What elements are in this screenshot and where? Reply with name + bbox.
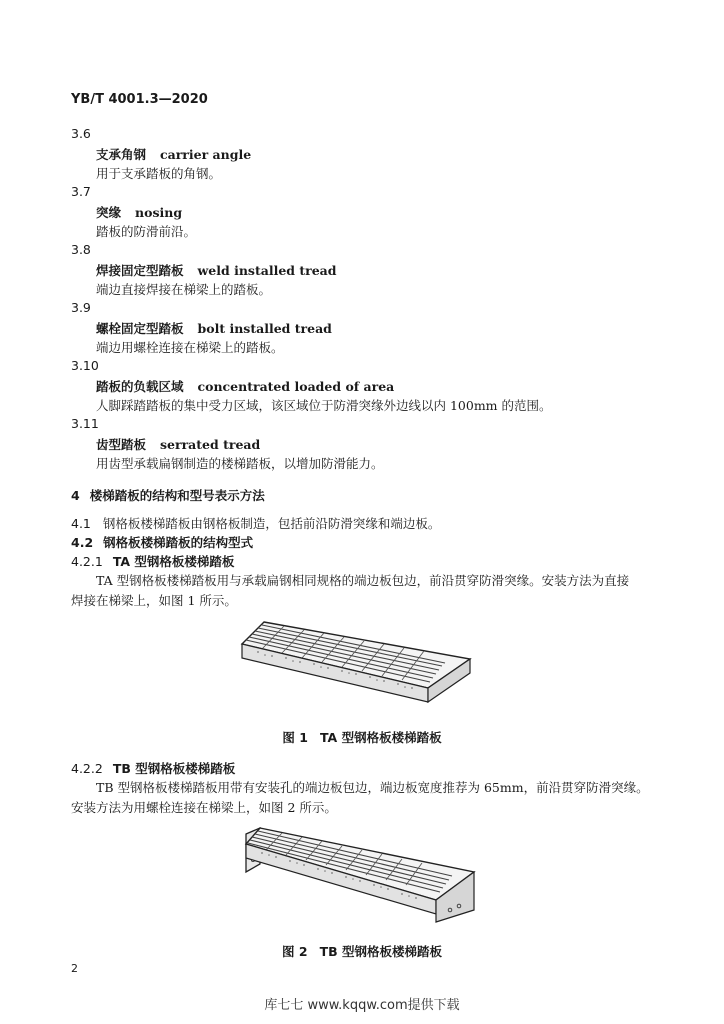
figure-2-caption bbox=[0, 942, 724, 960]
clause-number: 4.2 bbox=[71, 535, 94, 550]
term-zh: 齿型踏板 bbox=[96, 437, 147, 452]
section-title: 楼梯踏板的结构和型号表示方法 bbox=[89, 488, 265, 503]
section-heading bbox=[71, 486, 265, 504]
term-en: carrier angle bbox=[160, 147, 252, 162]
ta-tread-figure bbox=[238, 614, 488, 706]
term-en: bolt installed tread bbox=[197, 321, 332, 336]
term-en: nosing bbox=[135, 205, 183, 220]
paragraph-line: TB 型钢格板楼梯踏板用带有安装孔的端边板包边，端边板宽度推荐为 65mm，前沿贯穿防滑突缘。 bbox=[96, 780, 649, 795]
clause-number: 4.2.1 bbox=[71, 554, 103, 569]
term-definition: 用于支承踏板的角钢。 bbox=[96, 166, 222, 181]
download-footer: 库七七 www.kqqw.com提供下载 bbox=[264, 998, 460, 1013]
paragraph-line: TA 型钢格板楼梯踏板用与承载扁钢相同规格的端边板包边，前沿贯穿防滑突缘。安装方法为直接 bbox=[96, 573, 630, 588]
clause-text: 钢格板楼梯踏板由钢格板制造，包括前沿防滑突缘和端边板。 bbox=[102, 516, 441, 531]
term-zh: 支承角钢 bbox=[96, 147, 147, 162]
clause-4-2-heading bbox=[71, 533, 253, 551]
term-heading bbox=[96, 145, 251, 163]
term-number: 3.7 bbox=[71, 184, 91, 199]
clause-4-2-1-heading bbox=[71, 552, 234, 570]
term-number: 3.6 bbox=[71, 126, 91, 141]
document-code: YB/T 4001.3—2020 bbox=[71, 92, 208, 107]
term-number: 3.9 bbox=[71, 300, 91, 315]
term-zh: 螺栓固定型踏板 bbox=[96, 321, 184, 336]
figure-title: TB 型钢格板楼梯踏板 bbox=[319, 944, 442, 959]
tb-tread-figure bbox=[238, 822, 488, 926]
term-zh: 焊接固定型踏板 bbox=[96, 263, 184, 278]
term-zh: 突缘 bbox=[96, 205, 122, 220]
clause-title: TB 型钢格板楼梯踏板 bbox=[112, 761, 236, 776]
term-en: weld installed tread bbox=[197, 263, 337, 278]
paragraph-line: 焊接在梯梁上，如图 1 所示。 bbox=[71, 593, 237, 608]
term-number: 3.11 bbox=[71, 416, 99, 431]
term-en: concentrated loaded of area bbox=[197, 379, 395, 394]
term-definition: 人脚踩踏踏板的集中受力区域，该区域位于防滑突缘外边线以内 100mm 的范围。 bbox=[96, 398, 552, 413]
term-heading bbox=[96, 377, 394, 395]
term-number: 3.10 bbox=[71, 358, 99, 373]
term-heading bbox=[96, 203, 182, 221]
figure-1-caption bbox=[0, 728, 724, 746]
figure-title: TA 型钢格板楼梯踏板 bbox=[319, 730, 442, 745]
term-number: 3.8 bbox=[71, 242, 91, 257]
term-definition: 踏板的防滑前沿。 bbox=[96, 224, 197, 239]
term-heading bbox=[96, 319, 332, 337]
paragraph-line: 安装方法为用螺栓连接在梯梁上，如图 2 所示。 bbox=[71, 800, 337, 815]
term-en: serrated tread bbox=[160, 437, 261, 452]
page-number: 2 bbox=[71, 962, 78, 975]
figure-number: 图 1 bbox=[282, 730, 308, 745]
term-heading bbox=[96, 435, 260, 453]
clause-number: 4.2.2 bbox=[71, 761, 103, 776]
term-definition: 端边直接焊接在梯梁上的踏板。 bbox=[96, 282, 272, 297]
clause-title: TA 型钢格板楼梯踏板 bbox=[112, 554, 235, 569]
clause-4-2-2-heading bbox=[71, 759, 235, 777]
term-zh: 踏板的负载区域 bbox=[96, 379, 184, 394]
clause-title: 钢格板楼梯踏板的结构型式 bbox=[103, 535, 254, 550]
clause-number: 4.1 bbox=[71, 516, 91, 531]
section-number: 4 bbox=[71, 488, 80, 503]
term-heading bbox=[96, 261, 337, 279]
term-definition: 端边用螺栓连接在梯梁上的踏板。 bbox=[96, 340, 284, 355]
figure-number: 图 2 bbox=[282, 944, 308, 959]
term-definition: 用齿型承载扁钢制造的楼梯踏板，以增加防滑能力。 bbox=[96, 456, 384, 471]
clause-4-1 bbox=[71, 514, 440, 532]
